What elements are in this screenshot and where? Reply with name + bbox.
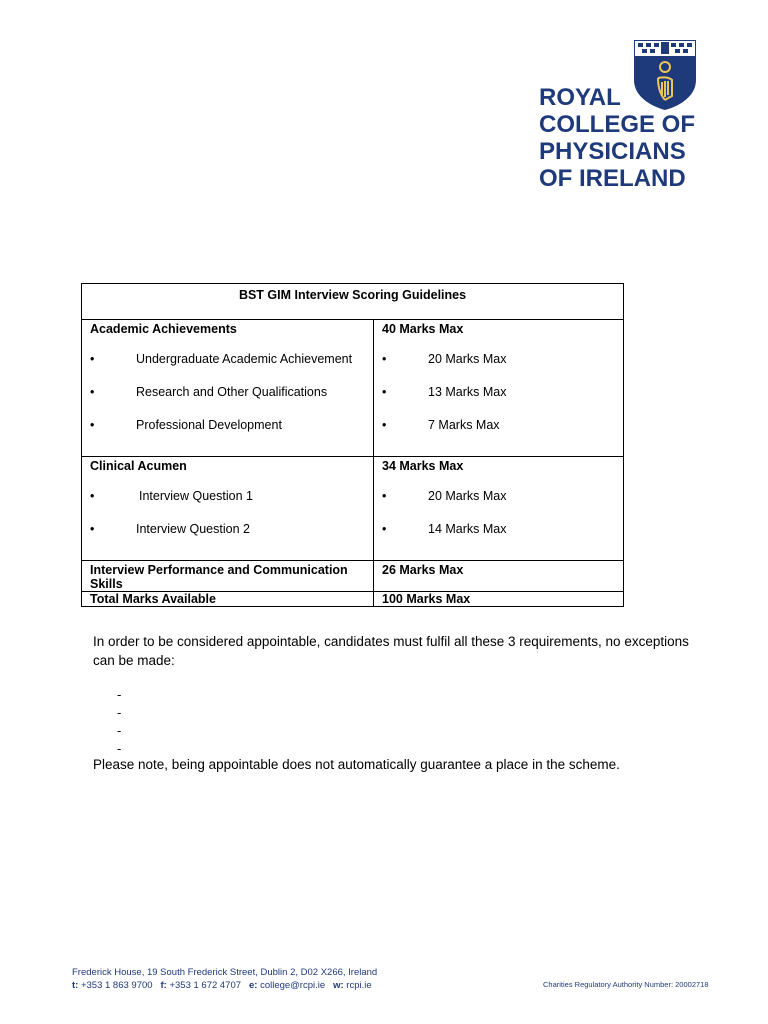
requirements-list xyxy=(117,686,121,758)
wordmark-line: PHYSICIANS xyxy=(539,138,686,165)
section-heading: Academic Achievements xyxy=(90,322,237,336)
footer-contact-line xyxy=(72,979,377,992)
wordmark-line: ROYAL xyxy=(539,84,621,111)
fax-value: +353 1 672 4707 xyxy=(169,980,242,991)
bullet-icon: • xyxy=(90,489,95,503)
bullet-icon: • xyxy=(90,418,95,432)
list-item xyxy=(90,488,366,521)
fax-label: f: xyxy=(160,980,167,991)
bullet-icon: • xyxy=(90,385,95,399)
website-link[interactable]: rcpi.ie xyxy=(346,980,372,991)
list-item xyxy=(382,417,616,450)
list-item xyxy=(90,521,366,554)
list-item xyxy=(382,488,616,521)
performance-label: Interview Performance and Communication Skills xyxy=(90,563,348,591)
item-marks: 13 Marks Max xyxy=(428,385,507,399)
table-row xyxy=(82,561,624,592)
table-row xyxy=(82,320,624,457)
item-marks: 14 Marks Max xyxy=(428,522,507,536)
section-marks-cell xyxy=(374,320,624,457)
appointable-note: Please note, being appointable does not automatically guarantee a place in the scheme. xyxy=(93,757,620,772)
table-row xyxy=(82,457,624,561)
marks-list xyxy=(382,351,616,450)
web-label: w: xyxy=(333,980,344,991)
total-marks: 100 Marks Max xyxy=(382,592,471,606)
item-label: Undergraduate Academic Achievement xyxy=(136,352,353,366)
section-label-cell xyxy=(82,457,374,561)
item-list xyxy=(90,351,366,450)
item-label: Interview Question 2 xyxy=(136,522,250,536)
charity-number: Charities Regulatory Authority Number: 20002718 xyxy=(543,980,709,989)
performance-label-cell xyxy=(82,561,374,592)
section-marks: 34 Marks Max xyxy=(382,459,464,473)
scoring-guidelines-table xyxy=(81,283,624,607)
item-marks: 20 Marks Max xyxy=(428,352,507,366)
table-title-row xyxy=(82,284,624,320)
footer-contact xyxy=(72,966,377,992)
list-item: - xyxy=(117,723,122,738)
list-item xyxy=(382,351,616,384)
section-marks: 40 Marks Max xyxy=(382,322,464,336)
bullet-icon: • xyxy=(382,522,387,536)
wordmark-line: COLLEGE OF xyxy=(539,111,695,138)
footer-address: Frederick House, 19 South Frederick Street, Dublin 2, D02 X266, Ireland xyxy=(72,967,378,978)
list-item xyxy=(90,351,366,384)
total-label-cell xyxy=(82,592,374,607)
item-label: Research and Other Qualifications xyxy=(136,385,328,399)
phone-value: +353 1 863 9700 xyxy=(80,980,153,991)
bullet-icon: • xyxy=(382,352,387,366)
table-title-cell xyxy=(82,284,624,320)
total-label: Total Marks Available xyxy=(90,592,216,606)
bullet-icon: • xyxy=(90,522,95,536)
list-item xyxy=(90,384,366,417)
item-marks: 7 Marks Max xyxy=(428,418,500,432)
email-link[interactable]: college@rcpi.ie xyxy=(260,980,326,991)
list-item: - xyxy=(117,741,122,756)
item-list xyxy=(90,488,366,554)
section-heading: Clinical Acumen xyxy=(90,459,187,473)
list-item: - xyxy=(117,705,122,720)
bullet-icon: • xyxy=(382,418,387,432)
list-item xyxy=(382,521,616,554)
wordmark-line: OF IRELAND xyxy=(539,165,686,192)
bullet-icon: • xyxy=(90,352,95,366)
list-item: - xyxy=(117,687,122,702)
requirements-paragraph: In order to be considered appointable, candidates must fulfil all these 3 requirements, no exceptions can be made: xyxy=(93,634,689,668)
section-marks-cell xyxy=(374,457,624,561)
bullet-icon: • xyxy=(382,385,387,399)
section-label-cell xyxy=(82,320,374,457)
total-marks-cell xyxy=(374,592,624,607)
item-marks: 20 Marks Max xyxy=(428,489,507,503)
bullet-icon: • xyxy=(382,489,387,503)
item-label: Professional Development xyxy=(136,418,282,432)
table-title: BST GIM Interview Scoring Guidelines xyxy=(238,288,467,302)
marks-list xyxy=(382,488,616,554)
item-label: Interview Question 1 xyxy=(139,489,253,503)
list-item xyxy=(382,384,616,417)
phone-label: t: xyxy=(72,980,79,991)
table-row xyxy=(82,592,624,607)
rcpi-wordmark xyxy=(539,84,759,192)
email-label: e: xyxy=(248,980,258,991)
list-item xyxy=(90,417,366,450)
performance-marks: 26 Marks Max xyxy=(382,563,464,577)
performance-marks-cell xyxy=(374,561,624,592)
